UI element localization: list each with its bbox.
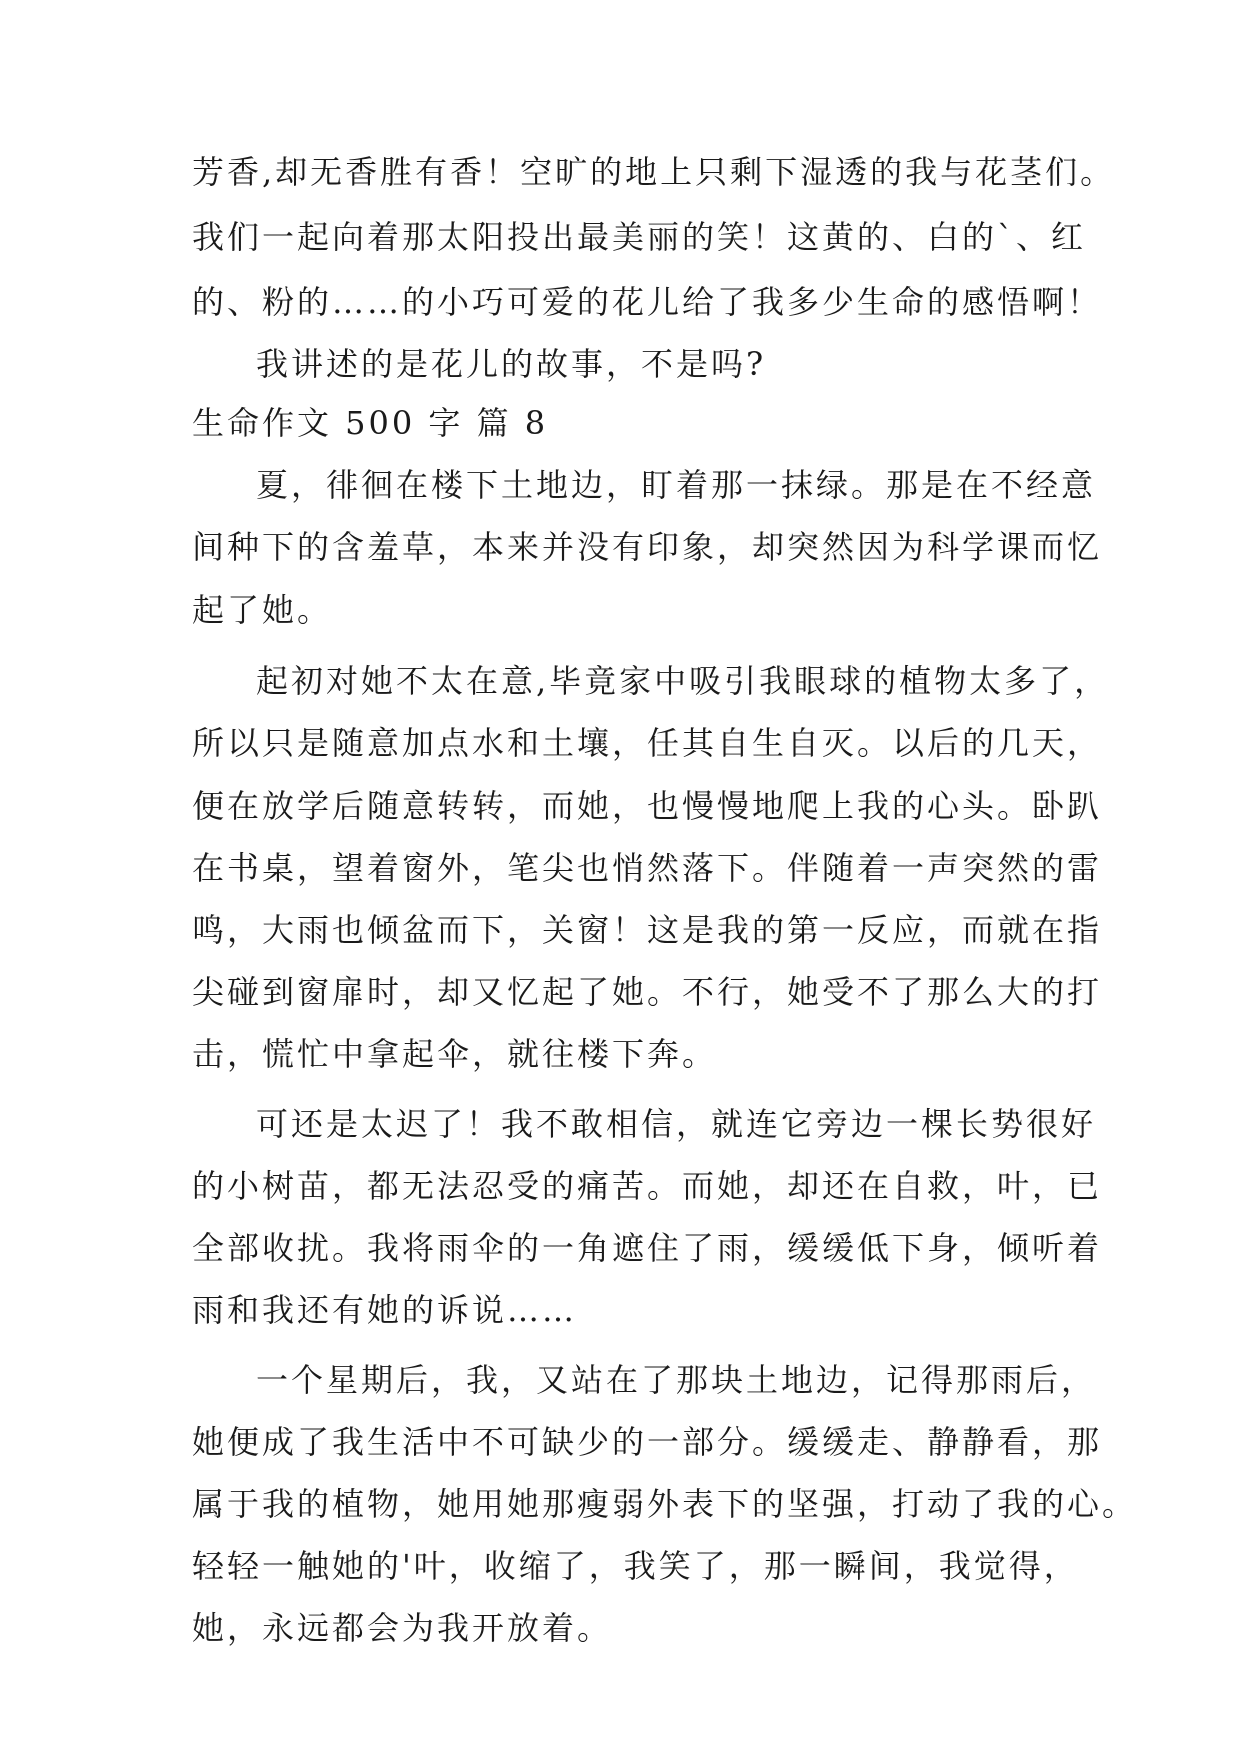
text-line: 起了她。 — [192, 591, 333, 629]
text-line: 所以只是随意加点水和土壤，任其自生自灭。以后的几天， — [192, 724, 1103, 762]
text-line: 雨和我还有她的诉说…… — [192, 1291, 578, 1329]
text-line: 芳香,却无香胜有香！空旷的地上只剩下湿透的我与花茎们。 — [192, 153, 1116, 191]
text-line: 的、粉的……的小巧可爱的花儿给了我多少生命的感悟啊！ — [192, 283, 1103, 321]
text-line: 击，慌忙中拿起伞，就往楼下奔。 — [192, 1035, 718, 1073]
text-line: 尖碰到窗扉时，却又忆起了她。不行，她受不了那么大的打 — [192, 973, 1103, 1011]
text-line: 一个星期后，我，又站在了那块土地边，记得那雨后， — [256, 1361, 1097, 1399]
text-line: 的小树苗，都无法忍受的痛苦。而她，却还在自救，叶，已 — [192, 1167, 1103, 1205]
text-line: 夏，徘徊在楼下土地边，盯着那一抹绿。那是在不经意 — [256, 466, 1097, 504]
text-line: 轻轻一触她的'叶，收缩了，我笑了，那一瞬间，我觉得， — [192, 1547, 1079, 1585]
text-line: 她便成了我生活中不可缺少的一部分。缓缓走、静静看，那 — [192, 1423, 1103, 1461]
text-line: 属于我的植物，她用她那瘦弱外表下的坚强，打动了我的心。 — [192, 1485, 1138, 1523]
text-line: 鸣，大雨也倾盆而下，关窗！这是我的第一反应，而就在指 — [192, 911, 1103, 949]
text-line: 全部收扰。我将雨伞的一角遮住了雨，缓缓低下身，倾听着 — [192, 1229, 1103, 1267]
text-line: 我讲述的是花儿的故事，不是吗? — [256, 345, 767, 383]
text-line: 可还是太迟了！我不敢相信，就连它旁边一棵长势很好 — [256, 1105, 1097, 1143]
text-line: 她，永远都会为我开放着。 — [192, 1609, 613, 1647]
text-line: 间种下的含羞草，本来并没有印象，却突然因为科学课而忆 — [192, 528, 1103, 566]
text-line: 在书桌，望着窗外，笔尖也悄然落下。伴随着一声突然的雷 — [192, 849, 1103, 887]
section-heading: 生命作文 500 字 篇 8 — [192, 404, 549, 442]
text-line: 我们一起向着那太阳投出最美丽的笑！这黄的、白的`、红 — [192, 218, 1087, 256]
text-line: 起初对她不太在意,毕竟家中吸引我眼球的植物太多了， — [256, 662, 1110, 700]
text-line: 便在放学后随意转转，而她，也慢慢地爬上我的心头。卧趴 — [192, 787, 1103, 825]
